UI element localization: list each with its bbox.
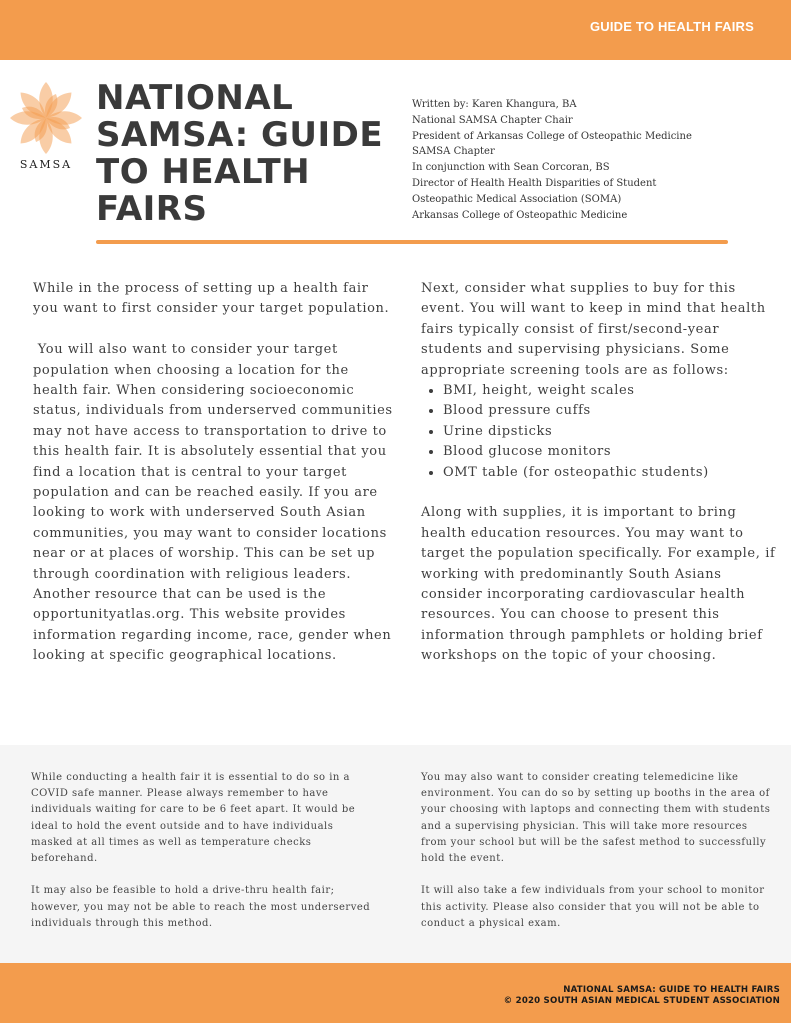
orange-divider xyxy=(96,240,728,244)
main-left-column xyxy=(33,279,398,667)
footer-copyright: © 2020 SOUTH ASIAN MEDICAL STUDENT ASSOCIATION xyxy=(503,996,780,1006)
author-line: Osteopathic Medical Association (SOMA) xyxy=(412,193,622,205)
paragraph-drive-thru: It may also be feasible to hold a drive-thru health fair; however, you may not be able to reach the most underserved individuals through this method. xyxy=(31,885,371,929)
footer-title: NATIONAL SAMSA: GUIDE TO HEALTH FAIRS xyxy=(563,985,780,995)
author-credits xyxy=(412,97,692,223)
list-item: • Urine dipsticks xyxy=(443,422,776,442)
header-banner xyxy=(0,0,791,60)
title-line: SAMSA: GUIDE xyxy=(96,115,384,155)
author-line: Written by: Karen Khangura, BA xyxy=(412,99,577,110)
paragraph-covid-safety: While conducting a health fair it is essential to do so in a COVID safe manner. Please always remember to have individuals waiting for care to be 6 feet apart. It would be ideal to hold the event outside and to have individuals masked at all times as well as temperature checks beforehand. xyxy=(31,772,356,865)
author-line: Arkansas College of Osteopathic Medicine xyxy=(412,209,628,221)
author-line: In conjunction with Sean Corcoran, BS xyxy=(412,162,610,174)
paragraph-education: Along with supplies, it is important to bring health education resources. You may want to target the population specifically. For example, if working with predominantly South Asians consider incorporating cardiovascular health resources. You can choose to present this information through pamphlets or holding brief workshops on the topic of your choosing. xyxy=(421,505,776,664)
title-line: NATIONAL xyxy=(96,78,294,118)
lotus-flower-icon xyxy=(8,80,84,156)
title-line: FAIRS xyxy=(96,189,208,229)
paragraph-telemedicine: You may also want to consider creating telemedicine like environment. You can do so by setting up booths in the area of your choosing with laptops and connecting them with students and a supervising physician. This will take more resources from your school but will be the safest method to successfully hold the event. xyxy=(421,772,771,865)
author-line: National SAMSA Chapter Chair xyxy=(412,114,573,126)
author-line: SAMSA Chapter xyxy=(412,146,495,158)
samsa-logo xyxy=(8,80,84,176)
footer-banner xyxy=(0,963,791,1023)
list-item: • Blood pressure cuffs xyxy=(443,401,776,421)
author-line: Director of Health Health Disparities of Student xyxy=(412,177,657,189)
list-item: • OMT table (for osteopathic students) xyxy=(443,463,776,483)
paragraph-target-population: While in the process of setting up a health fair you want to first consider your target population. xyxy=(33,281,390,317)
covid-right-column xyxy=(421,770,776,932)
logo-wordmark: SAMSA xyxy=(19,158,73,171)
list-item: • BMI, height, weight scales xyxy=(443,381,776,401)
main-right-column xyxy=(421,279,776,667)
screening-tools-list xyxy=(421,381,776,483)
author-line: President of Arkansas College of Osteopathic Medicine xyxy=(412,130,692,142)
title-line: TO HEALTH xyxy=(96,152,311,192)
paragraph-supplies: Next, consider what supplies to buy for this event. You will want to keep in mind that health fairs typically consist of first/second-year students and supervising physicians. Some appropriate screening tools are as follows: xyxy=(421,281,766,378)
page-title xyxy=(96,80,396,228)
banner-title: GUIDE TO HEALTH FAIRS xyxy=(589,19,754,34)
paragraph-monitoring: It will also take a few individuals from your school to monitor this activity. Please also consider that you will not be able to conduct a physical exam. xyxy=(421,885,765,929)
paragraph-location: You will also want to consider your target population when choosing a location for the health fair. When considering socioeconomic status, individuals from underserved communities may not have access to transportation to drive to this health fair. It is absolutely essential that you find a location that is central to your target population and can be reached easily. If you are looking to work with underserved South Asian communities, you may want to consider locations near or at places of worship. This can be set up through coordination with religious leaders. Another resource that can be used is the opportunityatlas.org. This website provides information regarding income, race, gender when looking at specific geographical locations. xyxy=(33,342,398,664)
covid-left-column xyxy=(31,770,376,932)
footer-text xyxy=(504,985,780,1007)
list-item: • Blood glucose monitors xyxy=(443,442,776,462)
